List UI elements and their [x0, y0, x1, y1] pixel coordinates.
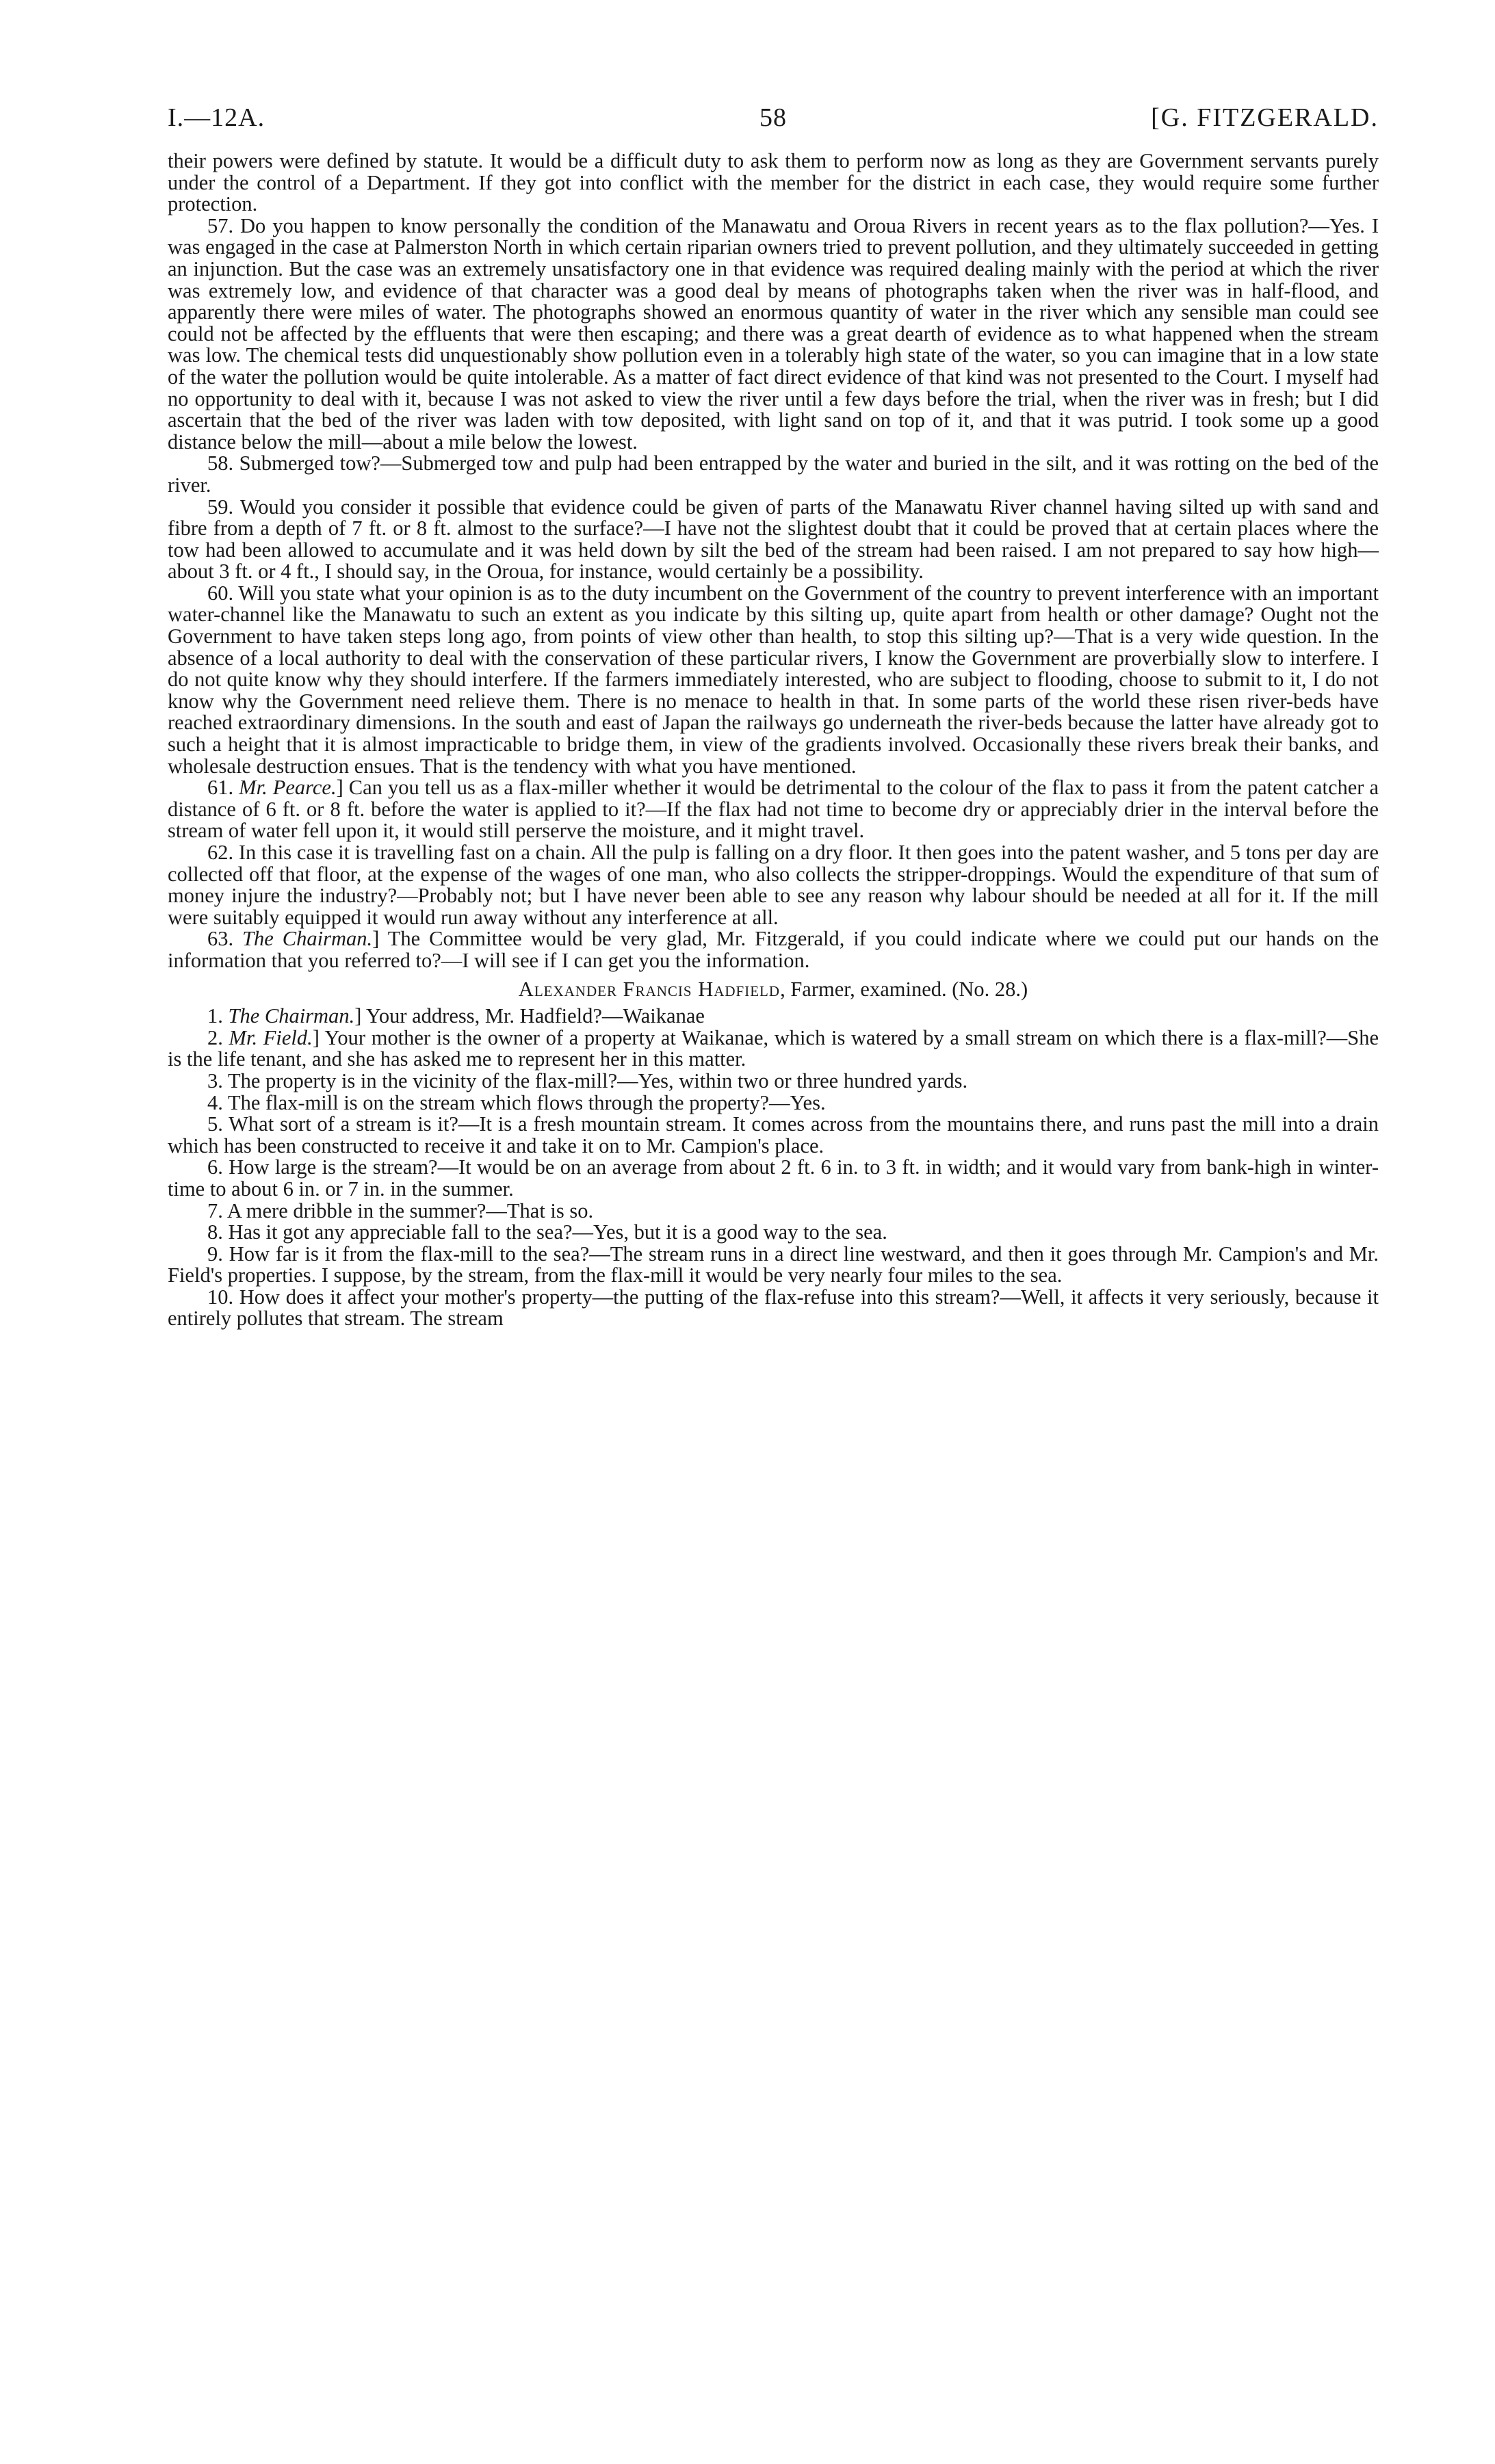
question-text: ] Can you tell us as a flax-miller whether it would be detrimental to the colour of the flax to pass it from the patent catcher a distance of 6 ft. or 8 ft. before the water is applied to it?—If the flax had not time to become dry or appreciably drier in the interval before the stream of water fell upon it, it would still perserve the moisture, and it might travel.: [168, 776, 1379, 843]
question-57: 57. Do you happen to know personally the condition of the Manawatu and Oroua Rivers in recent years as to the flax pollution?—Yes. I was engaged in the case at Palmerston North in which certain riparian owners tried to prevent pollution, and they ultimately succeeded in getting an injunction. But the case was an extremely unsatisfactory one in that evidence was required dealing mainly with the period at which the river was extremely low, and evidence of that character was a good deal by means of photographs taken when the river was in half-flood, and apparently there were miles of water. The photographs showed an enormous quantity of water in the river which any sensible man could see could not be affected by the effluents that were then escaping; and there was a great dearth of evidence as to what happened when the stream was low. The chemical tests did unquestionably show pollution even in a tolerably high state of the water, so you can imagine that in a low state of the water the pollution would be quite intolerable. As a matter of fact direct evidence of that kind was not presented to the Court. I myself had no opportunity to deal with it, because I was not asked to view the river until a few days before the trial, when the river was in fresh; but I did ascertain that the bed of the river was laden with tow deposited, with light sand on top of it, and that it was putrid. I took some up a good distance below the mill—about a mile below the lowest.: [168, 213, 1379, 454]
question-text: ] Your mother is the owner of a property at Waikanae, which is watered by a small stream on which there is a flax-mill?—She is the life tenant, and she has asked me to represent her in this matter.: [168, 1025, 1379, 1071]
question-10: 10. How does it affect your mother's property—the putting of the flax-refuse into this stream?—Well, it affects it very seriously, because it entirely pollutes that stream. The stream: [168, 1285, 1379, 1331]
witness-description: , Farmer, examined. (No. 28.): [780, 977, 1028, 1001]
question-2: [168, 1027, 1379, 1071]
question-number: 63.: [207, 927, 234, 951]
document-page: [168, 103, 1379, 1330]
question-62: 62. In this case it is travelling fast on a chain. All the pulp is falling on a dry floor. It then goes into the patent washer, and 5 tons per day are collected off that floor, at the expense of the wages of one man, who also collects the stripper-droppings. Would the expenditure of that sum of money injure the industry?—Probably not; but I have never been able to see any reason why labour should be needed at all for it. If the mill were suitably equipped it would run away without any interference at all.: [168, 841, 1379, 929]
speaker-name: The Chairman.: [228, 1004, 355, 1028]
speaker-name: Mr. Field.: [229, 1025, 313, 1049]
question-8: 8. Has it got any appreciable fall to the sea?—Yes, but it is a good way to the sea.: [207, 1220, 887, 1244]
speaker-name: Mr. Pearce.: [239, 776, 337, 800]
witness-running-head: [G. FITZGERALD.: [1151, 103, 1379, 132]
question-58: 58. Submerged tow?—Submerged tow and pulp had been entrapped by the water and buried in the silt, and it was rotting on the bed of the river.: [168, 451, 1379, 497]
paper-reference: I.—12A.: [168, 103, 265, 132]
page-number: 58: [759, 103, 787, 132]
question-number: 2.: [207, 1025, 223, 1049]
question-number: 1.: [207, 1004, 223, 1028]
question-7: 7. A mere dribble in the summer?—That is so.: [207, 1198, 594, 1222]
question-60: 60. Will you state what your opinion is as to the duty incumbent on the Government of the country to prevent interference with an important water-channel like the Manawatu to such an extent as you indicate by this silting up, quite apart from health or other damage? Ought not the Government to have taken steps long ago, from points of view other than health, to stop this silting up?—That is a very wide question. In the absence of a local authority to deal with the conservation of these particular rivers, I know the Government are proverbially slow to interfere. I do not quite know why they should interfere. If the farmers immediately interested, who are subject to flooding, choose to submit to it, I do not know why the Government need relieve them. There is no menace to health in that. In some parts of the world these risen river-beds have reached extraordinary dimensions. In the south and east of Japan the railways go underneath the river-beds because the latter have already got to such a height that it is almost impracticable to bridge them, in view of the gradients involved. Occasionally these rivers break their banks, and wholesale destruction ensues. That is the tendency with what you have mentioned.: [168, 581, 1379, 778]
question-59: 59. Would you consider it possible that evidence could be given of parts of the Manawatu River channel having silted up with sand and fibre from a depth of 7 ft. or 8 ft. almost to the surface?—I have not the slightest doubt that it could be proved that at certain places where the tow had been allowed to accumulate and it was held down by silt the bed of the stream had been raised. I am not prepared to say how high—about 3 ft. or 4 ft., I should say, in the Oroua, for instance, would certainly be a possibility.: [168, 495, 1379, 584]
witness-name: Alexander Francis Hadfield: [518, 977, 781, 1001]
page-header: [168, 103, 1379, 150]
document-body: [168, 150, 1379, 1330]
question-5: 5. What sort of a stream is it?—It is a fresh mountain stream. It comes across from the mountains there, and runs past the mill into a drain which has been constructed to receive it and take it on to Mr. Campion's place.: [168, 1112, 1379, 1157]
witness-heading: [168, 979, 1379, 1001]
question-4: 4. The flax-mill is on the stream which flows through the property?—Yes.: [207, 1090, 826, 1114]
question-text: ] The Committee would be very glad, Mr. Fitzgerald, if you could indicate where we could put our hands on the information that you referred to?—I will see if I can get you the information.: [168, 927, 1379, 972]
question-text: ] Your address, Mr. Hadfield?—Waikanae: [354, 1004, 705, 1028]
question-63: [168, 928, 1379, 971]
speaker-name: The Chairman.: [242, 927, 373, 951]
question-9: 9. How far is it from the flax-mill to the sea?—The stream runs in a direct line westward, and then it goes through Mr. Campion's and Mr. Field's properties. I suppose, by the stream, from the flax-mill it would be very nearly four miles to the sea.: [168, 1242, 1379, 1287]
question-3: 3. The property is in the vicinity of the flax-mill?—Yes, within two or three hundred yards.: [207, 1069, 968, 1092]
paragraph-continued: their powers were defined by statute. It would be a difficult duty to ask them to perform now as long as they are Government servants purely under the control of a Department. If they got into conflict with the member for the district in each case, they would require some further protection.: [168, 149, 1379, 216]
question-6: 6. How large is the stream?—It would be on an average from about 2 ft. 6 in. to 3 ft. in width; and it would vary from bank-high in winter-time to about 6 in. or 7 in. in the summer.: [168, 1155, 1379, 1201]
question-1: [168, 1006, 1379, 1027]
question-number: 61.: [207, 776, 234, 800]
question-61: [168, 777, 1379, 842]
